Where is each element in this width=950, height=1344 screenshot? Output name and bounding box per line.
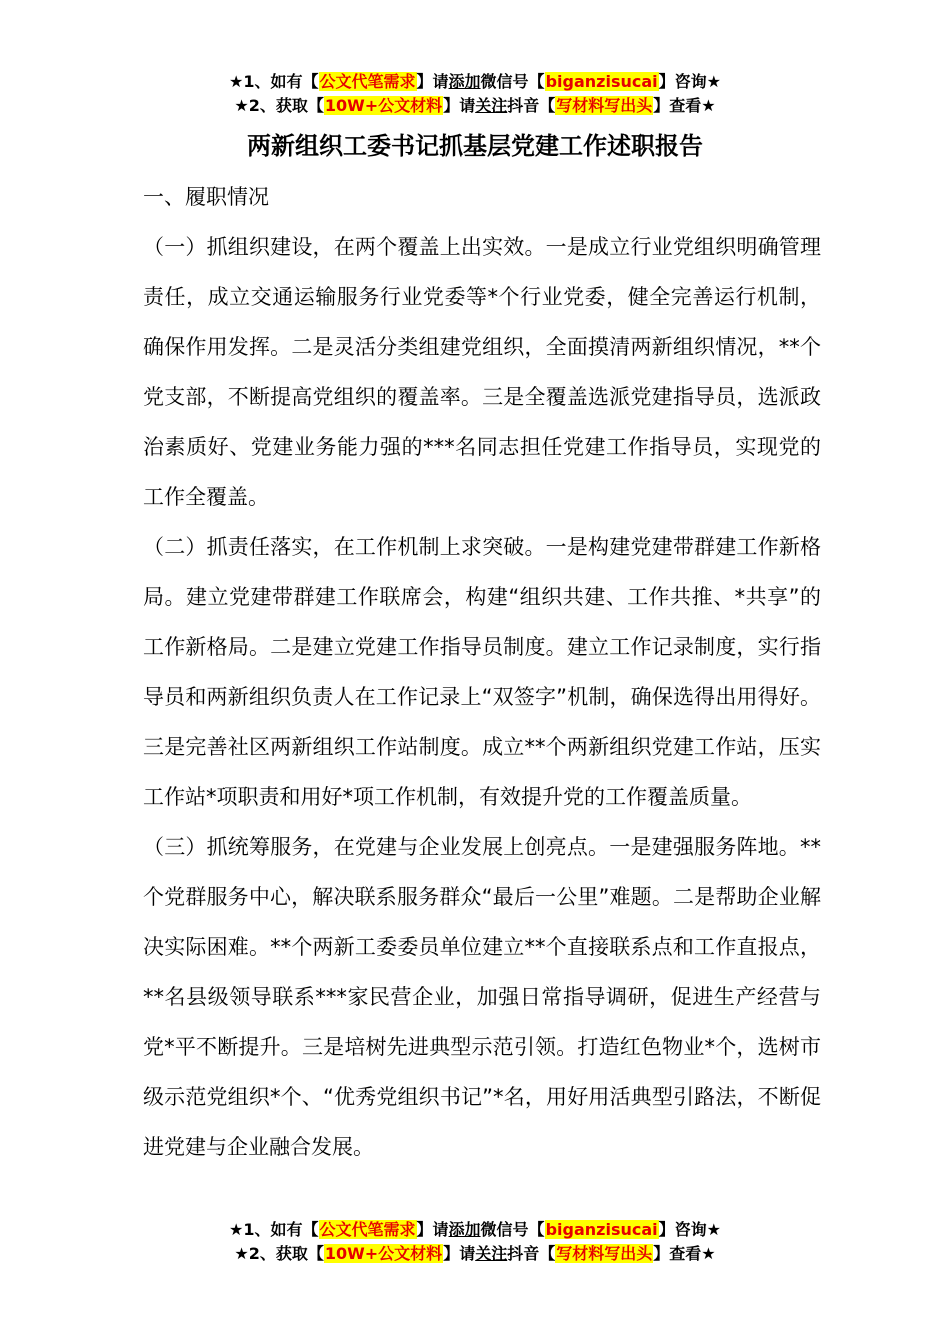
promo-text: 】请 xyxy=(443,96,476,115)
promo-underlined-text: 关注 xyxy=(475,1244,508,1263)
promo-text: 】请 xyxy=(416,72,449,91)
promo-text: 】咨询★ xyxy=(658,72,721,91)
document-title: 两新组织工委书记抓基层党建工作述职报告 xyxy=(247,132,703,160)
promo-text: 】咨询★ xyxy=(658,1220,721,1239)
promo-line-2 xyxy=(0,1242,950,1266)
promo-text: 抖音【 xyxy=(507,96,556,115)
promo-text: ★1、如有【 xyxy=(229,1220,319,1239)
promo-highlight: 10W+公文材料 xyxy=(324,1244,443,1263)
promo-highlight: 写材料写出头 xyxy=(556,96,653,115)
promo-text: 】请 xyxy=(416,1220,449,1239)
document-body xyxy=(143,172,821,1172)
promo-text: ★2、获取【 xyxy=(234,96,324,115)
promo-banner-top xyxy=(0,70,950,118)
promo-highlight: biganzisucai xyxy=(545,1220,658,1239)
promo-text: 】查看★ xyxy=(653,96,716,115)
body-paragraph: （三）抓统筹服务，在党建与企业发展上创亮点。一是建强服务阵地。**个党群服务中心，解决联系服务群众“最后一公里”难题。二是帮助企业解决实际困难。**个两新工委委员单位建立**个直接联系点和工作直报点，**名县级领导联系***家民营企业，加强日常指导调研，促进生产经营与党*平不断提升。三是培树先进典型示范引领。打造红色物业*个，选树市级示范党组织*个、“优秀党组织书记”*名，用好用活典型引路法，不断促进党建与企业融合发展。 xyxy=(143,835,821,1159)
promo-underlined-text: 关注 xyxy=(475,96,508,115)
promo-underlined-text: 添加 xyxy=(448,1220,481,1239)
promo-line-2 xyxy=(0,94,950,118)
section-heading: 一、履职情况 xyxy=(143,185,269,209)
body-paragraph: （二）抓责任落实，在工作机制上求突破。一是构建党建带群建工作新格局。建立党建带群建工作联席会，构建“组织共建、工作共推、*共享”的工作新格局。二是建立党建工作指导员制度。建立工作记录制度，实行指导员和两新组织负责人在工作记录上“双签字”机制，确保选得出用得好。三是完善社区两新组织工作站制度。成立**个两新组织党建工作站，压实工作站*项职责和用好*项工作机制，有效提升党的工作覆盖质量。 xyxy=(143,535,821,809)
promo-highlight: 公文代笔需求 xyxy=(319,1220,416,1239)
promo-underlined-text: 添加 xyxy=(448,72,481,91)
promo-text: 】查看★ xyxy=(653,1244,716,1263)
promo-highlight: 10W+公文材料 xyxy=(324,96,443,115)
promo-text: 微信号【 xyxy=(480,72,545,91)
promo-highlight: biganzisucai xyxy=(545,72,658,91)
promo-line-1 xyxy=(0,1218,950,1242)
promo-highlight: 公文代笔需求 xyxy=(319,72,416,91)
promo-text: ★2、获取【 xyxy=(234,1244,324,1263)
promo-highlight: 写材料写出头 xyxy=(556,1244,653,1263)
promo-banner-bottom xyxy=(0,1218,950,1266)
promo-line-1 xyxy=(0,70,950,94)
promo-text: 】请 xyxy=(443,1244,476,1263)
promo-text: 抖音【 xyxy=(507,1244,556,1263)
body-paragraph: （一）抓组织建设，在两个覆盖上出实效。一是成立行业党组织明确管理责任，成立交通运输服务行业党委等*个行业党委，健全完善运行机制，确保作用发挥。二是灵活分类组建党组织，全面摸清两新组织情况，**个党支部，不断提高党组织的覆盖率。三是全覆盖选派党建指导员，选派政治素质好、党建业务能力强的***名同志担任党建工作指导员，实现党的工作全覆盖。 xyxy=(143,235,821,509)
promo-text: 微信号【 xyxy=(480,1220,545,1239)
promo-text: ★1、如有【 xyxy=(229,72,319,91)
